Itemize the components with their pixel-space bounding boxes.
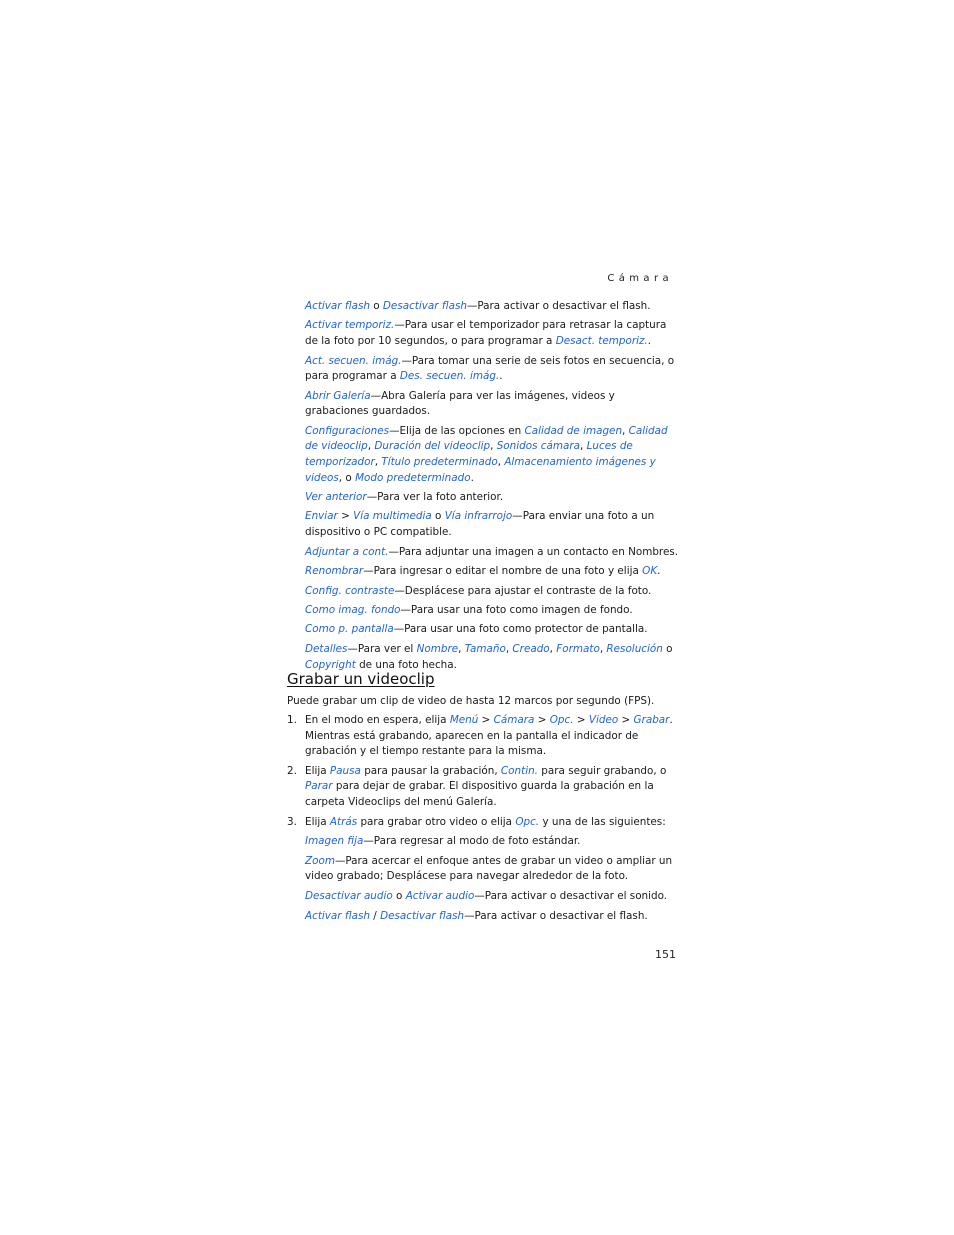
menu-term: Des. secuen. imág. — [399, 370, 500, 383]
menu-term: Desact. temporiz. — [555, 335, 648, 348]
menu-term: Grabar — [633, 714, 670, 726]
menu-term: Tamaño — [464, 642, 506, 655]
menu-term: Calidad de videoclip — [305, 424, 668, 453]
menu-term: Vía infrarrojo — [444, 510, 513, 523]
option-entry: Ver anterior—Para ver la foto anterior. — [305, 490, 504, 503]
menu-term: OK — [642, 565, 658, 578]
menu-term: Calidad de imagen — [524, 424, 623, 437]
menu-term: Menú — [449, 714, 479, 726]
step-number: 1. — [287, 714, 297, 726]
section-title: Grabar un videoclip — [287, 670, 435, 688]
option-entry: Config. contraste—Desplácese para ajustar el contraste de la foto. — [305, 584, 652, 597]
menu-term: Activar flash — [305, 300, 370, 312]
menu-term: Imagen fija — [305, 835, 364, 848]
option-entry: Imagen fija—Para regresar al modo de foto estándar. — [305, 835, 581, 848]
menu-term: Ver anterior — [305, 490, 367, 503]
option-entry: Activar temporiz.—Para usar el temporizador para retrasar la captura de la foto por 10 segundos, o para programar a Desact. temporiz.. — [305, 319, 667, 348]
menu-term: Activar flash — [305, 909, 370, 922]
menu-term: Parar — [305, 780, 333, 793]
menu-term: Duración del videoclip — [374, 440, 491, 453]
menu-term: Atrás — [329, 815, 358, 828]
menu-term: Como p. pantalla — [305, 623, 394, 636]
option-entry: Como imag. fondo—Para usar una foto como imagen de fondo. — [305, 604, 633, 616]
option-entry: Abrir Galería—Abra Galería para ver las imágenes, videos y grabaciones guardados. — [305, 389, 615, 418]
menu-term: Luces de temporizador — [305, 440, 633, 468]
page-number: 151 — [655, 948, 676, 961]
step-number: 2. — [287, 764, 297, 777]
menu-term: Desactivar flash — [382, 300, 467, 312]
menu-term: Activar audio — [405, 889, 475, 902]
menu-term: Creado — [512, 642, 550, 655]
menu-term: Pausa — [329, 764, 361, 777]
step-item: 3. Elija Atrás para grabar otro video o elija Opc. y una de las siguientes: — [287, 815, 681, 831]
option-entry: Act. secuen. imág.—Para tomar una serie de seis fotos en secuencia, o para programar a Des. secuen. imág.. — [305, 354, 675, 383]
option-entry: Detalles—Para ver el Nombre, Tamaño, Creado, Formato, Resolución o Copyright de una foto hecha. — [305, 642, 673, 671]
step-number: 3. — [287, 815, 297, 828]
menu-term: Enviar — [305, 510, 338, 523]
menu-term: Adjuntar a cont. — [305, 545, 389, 558]
menu-term: Act. secuen. imág. — [305, 354, 402, 367]
step-item: 2. Elija Pausa para pausar la grabación, Contin. para seguir grabando, o Parar para dejar de grabar. El dispositivo guarda la grabación en la carpeta Videoclips del menú Galería. — [287, 764, 667, 808]
option-entry: Renombrar—Para ingresar o editar el nombre de una foto y elija OK. — [305, 565, 661, 578]
menu-term: Título predeterminado — [381, 455, 498, 468]
menu-term: Formato — [556, 642, 600, 655]
menu-term: Vía multimedia — [353, 510, 432, 523]
menu-term: Detalles — [305, 642, 348, 655]
menu-term: Opc. — [549, 714, 574, 726]
menu-term: Renombrar — [305, 565, 364, 578]
menu-term: Desactivar audio — [305, 889, 393, 902]
option-entry: Zoom—Para acercar el enfoque antes de grabar un video o ampliar un video grabado; Desplácese para navegar alrededor de la foto. — [305, 854, 673, 883]
menu-term: Config. contraste — [305, 584, 395, 597]
menu-term: Modo predeterminado — [355, 471, 471, 484]
option-entry: Activar flash / Desactivar flash—Para activar o desactivar el flash. — [305, 909, 648, 922]
menu-term: Almacenamiento imágenes y videos — [305, 455, 656, 484]
menu-term: Zoom — [305, 854, 335, 867]
section-intro: Puede grabar um clip de video de hasta 12 marcos por segundo (FPS). — [287, 695, 655, 707]
option-entry: Desactivar audio o Activar audio—Para activar o desactivar el sonido. — [305, 889, 668, 902]
menu-term: Resolución — [606, 642, 663, 655]
step-item: 1. En el modo en espera, elija Menú > Cámara > Opc. > Video > Grabar. Mientras está grabando, aparecen en la pantalla el indicador de grabación y el tiempo restante para la misma. — [287, 714, 673, 758]
running-header: Cámara — [607, 273, 673, 284]
menu-term: Abrir Galería — [305, 389, 371, 402]
menu-term: Como imag. fondo — [305, 604, 401, 616]
menu-term: Video — [588, 714, 619, 726]
menu-term: Nombre — [416, 642, 459, 655]
option-entry: Como p. pantalla—Para usar una foto como protector de pantalla. — [305, 623, 648, 636]
menu-term: Contin. — [500, 764, 538, 777]
menu-term: Opc. — [515, 815, 540, 828]
menu-term: Activar temporiz. — [305, 319, 395, 332]
camera-options-list — [305, 299, 681, 677]
menu-term: Copyright — [305, 658, 356, 671]
option-entry: Adjuntar a cont.—Para adjuntar una imagen a un contacto en Nombres. — [305, 545, 679, 558]
steps-list — [287, 713, 681, 928]
menu-term: Desactivar flash — [380, 909, 465, 922]
option-entry: Enviar > Vía multimedia o Vía infrarrojo—Para enviar una foto a un dispositivo o PC compatible. — [305, 510, 655, 539]
option-entry: Configuraciones—Elija de las opciones en Calidad de imagen, Calidad de videoclip, Duración del videoclip, Sonidos cámara, Luces de temporizador, Título predeterminado, Almacenamiento imágenes y videos, o Modo predeterminado. — [305, 424, 668, 484]
menu-term: Sonidos cámara — [496, 440, 581, 453]
option-entry: Activar flash o Desactivar flash—Para activar o desactivar el flash. — [305, 300, 651, 312]
menu-term: Cámara — [493, 714, 535, 726]
video-options-list — [287, 834, 681, 924]
menu-term: Configuraciones — [305, 424, 390, 437]
